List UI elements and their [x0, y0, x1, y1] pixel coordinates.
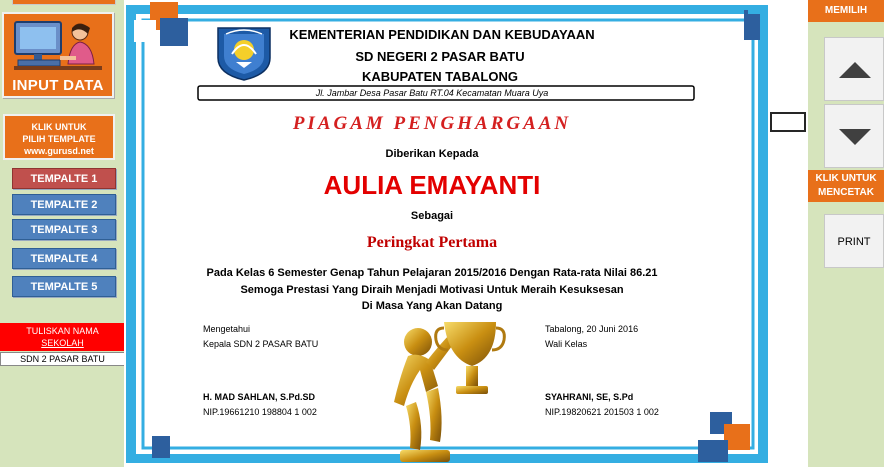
- print-hint-box: [808, 170, 884, 202]
- certificate-canvas: [124, 0, 808, 467]
- school-address: Jl. Jambar Desa Pasar Batu RT.04 Kecamatan Muara Uya: [315, 88, 549, 98]
- left-sign-line1: Mengetahui: [203, 324, 251, 334]
- left-sign-line2: Kepala SDN 2 PASAR BATU: [203, 339, 319, 349]
- right-sign-line2: Wali Kelas: [545, 339, 588, 349]
- body-line: Di Masa Yang Akan Datang: [361, 300, 503, 312]
- template-1-button[interactable]: TEMPALTE 1: [12, 168, 116, 189]
- print-button[interactable]: PRINT: [824, 214, 884, 268]
- print-hint-line: KLIK UNTUK: [815, 173, 877, 184]
- arrow-down-icon: [837, 127, 873, 147]
- trophy-icon: [386, 314, 514, 466]
- right-sign-nip: NIP.19820621 201503 1 002: [545, 407, 659, 417]
- body-line: Semoga Prestasi Yang Diraih Menjadi Motivasi Untuk Meraih Kesuksesan: [240, 284, 624, 296]
- template-4-button[interactable]: TEMPALTE 4: [12, 248, 116, 269]
- select-label: MEMILIH: [808, 0, 884, 22]
- given-to-label: Diberikan Kepada: [385, 148, 479, 160]
- template-hint-url: www.gurusd.net: [24, 146, 94, 156]
- left-sign-name: H. MAD SAHLAN, S.Pd.SD: [203, 392, 316, 402]
- school-title: SD NEGERI 2 PASAR BATU: [355, 49, 525, 64]
- template-2-button[interactable]: TEMPALTE 2: [12, 194, 116, 215]
- certificate-title: PIAGAM PENGHARGAAN: [292, 113, 572, 134]
- school-prompt-line: SEKOLAH: [41, 338, 84, 348]
- right-sign-name: SYAHRANI, SE, S.Pd: [545, 392, 634, 402]
- body-line: Pada Kelas 6 Semester Genap Tahun Pelajaran 2015/2016 Dengan Rata-rata Nilai 86.21: [206, 267, 658, 279]
- right-panel: [808, 0, 884, 467]
- template-hint-line: KLIK UNTUK: [31, 122, 87, 132]
- scroll-up-button[interactable]: [824, 37, 884, 101]
- school-name-prompt: [0, 323, 125, 351]
- scroll-down-button[interactable]: [824, 104, 884, 168]
- rank-label: Peringkat Pertama: [366, 234, 498, 251]
- template-hint-line: PILIH TEMPLATE: [22, 134, 96, 144]
- regency-title: KABUPATEN TABALONG: [362, 69, 518, 84]
- ministry-title: KEMENTERIAN PENDIDIKAN DAN KEBUDAYAAN: [289, 27, 595, 42]
- input-data-label: INPUT DATA: [12, 77, 104, 94]
- school-prompt-line: TULISKAN NAMA: [26, 326, 99, 336]
- computer-user-icon: [12, 18, 104, 76]
- template-3-button[interactable]: TEMPALTE 3: [12, 219, 116, 240]
- template-5-button[interactable]: TEMPALTE 5: [12, 276, 116, 297]
- school-name-input[interactable]: SDN 2 PASAR BATU: [0, 352, 125, 366]
- print-hint-line: MENCETAK: [818, 187, 874, 198]
- recipient-name: AULIA EMAYANTI: [323, 170, 541, 200]
- right-sign-line1: Tabalong, 20 Juni 2016: [545, 324, 639, 334]
- selection-frame: [770, 112, 806, 132]
- left-sign-nip: NIP.19661210 198804 1 002: [203, 407, 317, 417]
- top-button-fragment[interactable]: [12, 0, 116, 5]
- arrow-up-icon: [837, 60, 873, 80]
- as-label: Sebagai: [410, 210, 454, 222]
